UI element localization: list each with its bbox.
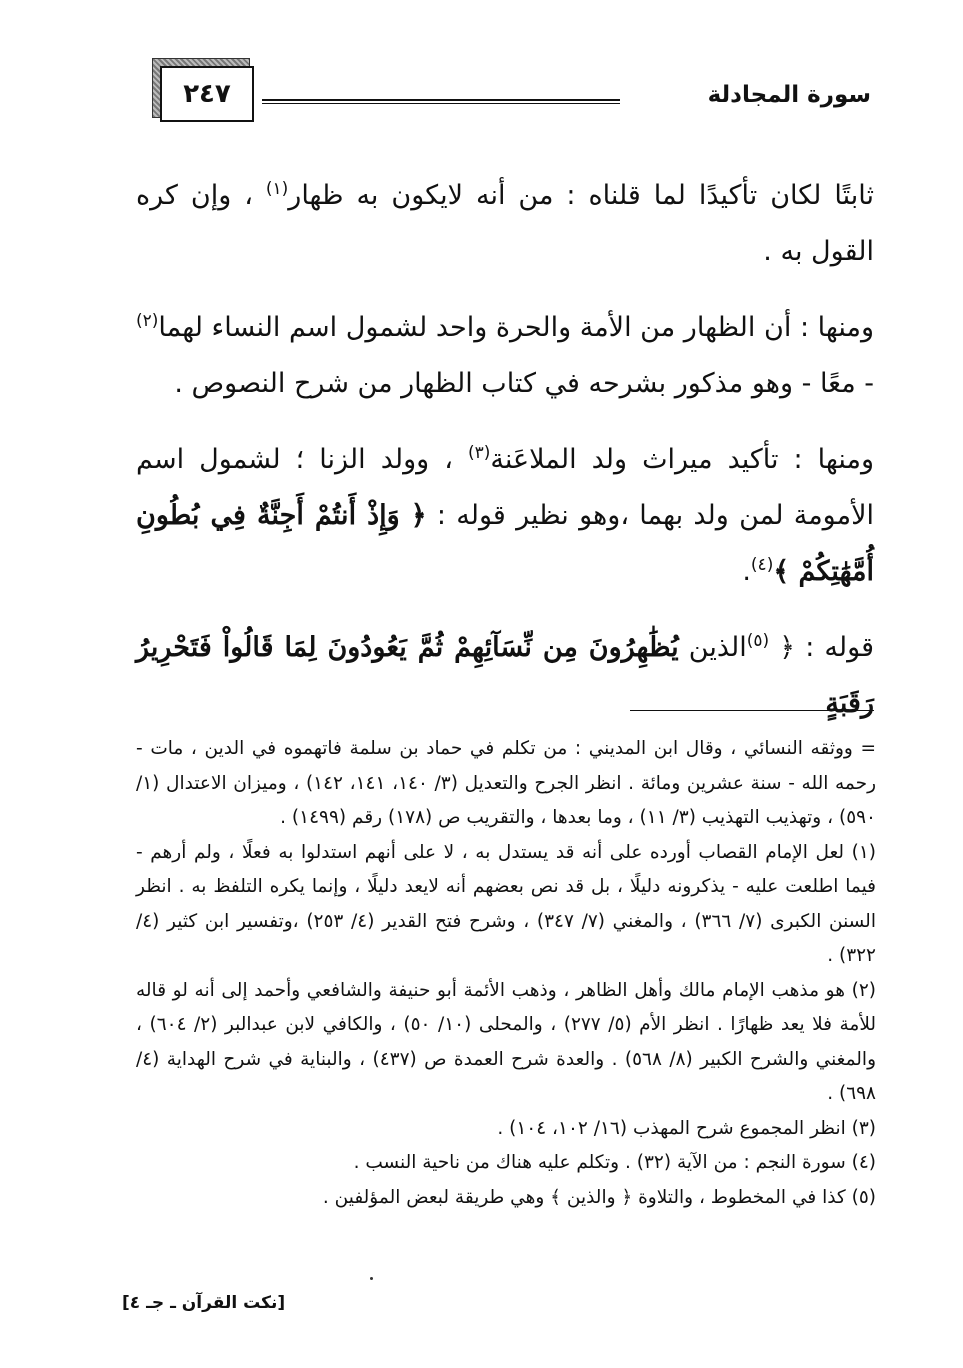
footnote-ref-1: (١): [265, 179, 289, 199]
paragraph-4-text-b: الذين: [678, 632, 747, 663]
quran-quote-2: يُظَٰهِرُونَ مِن نِّسَآئِهِمْ ثُمَّ يَعُودُونَ لِمَا قَالُواْ فَتَحْرِيرُ رَقَبَةٍ: [136, 632, 874, 719]
paragraph-3-text-b: ، وولد الزنا ؛ لشمول اسم الأمومة لمن ولد بهما ،وهو نظير قوله :: [136, 444, 874, 531]
surah-title: سورة المجادلة: [707, 82, 871, 108]
book-footer: [نكت القرآن ـ جـ ٤]: [122, 1293, 286, 1313]
footnote-ref-4: (٤): [750, 555, 774, 575]
main-text: [136, 168, 874, 752]
footnote-2: (٢) هو مذهب الإمام مالك وأهل الظاهر ، وذهب الأئمة أبو حنيفة والشافعي وأحمد إلى أنه لو قاله للأمة فلا يعد ظهارًا . انظر الأم (٥/ ٢٧٧) ، والمحلى (١٠/ ٥٠) ، والكافي لابن عبدالبر (٢/ ٦٠٤) ، والمغني والشرح الكبير (٨/ ٥٦٨) . والعدة شرح العمدة ص (٤٣٧) ، والبناية في شرح الهداية (٤/ ٦٩٨) .: [136, 979, 877, 1104]
paragraph-1-text-a: ثابتًا لكان تأكيدًا لما قلناه : من أنه لايكون به ظهار: [288, 180, 874, 211]
footnote-continued: = ووثقه النسائي ، وقال ابن المديني : من تكلم في حماد بن سلمة فاتهموه في الدين ، مات - رحمه الله - سنة عشرين ومائة . انظر الجرح والتعديل (٣/ ١٤٠، ١٤١، ١٤٢) ، وميزان الاعتدال (١/ ٥٩٠) ، وتهذيب التهذيب (٣/ ١١) ، وما بعدها ، والتقريب ص (١٧٨) رقم (١٤٩٩) .: [136, 738, 876, 828]
paragraph-3-text-c: .: [742, 556, 751, 587]
paragraph-1-text-b: ، وإن كره القول به .: [136, 180, 874, 267]
page-number-box: [152, 58, 256, 124]
center-dot: [370, 1277, 373, 1280]
paragraph-4-text-a: قوله : ﴿: [769, 632, 874, 663]
paragraph-3: [136, 432, 874, 600]
footnote-ref-5: (٥): [746, 631, 770, 651]
footnote-1: (١) لعل الإمام القصاب أورده على أنه قد يستدل به ، لا على أنهم استدلوا به فعلًا ، ولم أرهم - فيما اطلعت عليه - يذكرونه دليلًا ، بل قد نص بعضهم أنه لايعد دليلًا ، وإنما يكره التلفظ به . انظر السنن الكبرى (٧/ ٣٦٦) ، والمغني (٧/ ٣٤٧) ، وشرح فتح القدير (٤/ ٢٥٣) ،وتفسير ابن كثير (٤/ ٣٢٢) .: [136, 841, 876, 966]
footnote-ref-2: (٢): [136, 311, 159, 331]
header-rule: [262, 99, 620, 104]
paragraph-1: [136, 168, 874, 280]
footnote-4: (٤) سورة النجم : من الآية (٣٢) . وتكلم عليه هناك من ناحية النسب .: [353, 1152, 876, 1173]
footnote-5: (٥) كذا في المخطوط ، والتلاوة ﴿ والذين ﴾ وهي طريقة لبعض المؤلفين .: [322, 1186, 876, 1208]
paragraph-2-text-b: - معًا - وهو مذكور بشرحه في كتاب الظهار من شرح النصوص .: [174, 368, 874, 399]
footnote-separator: [630, 710, 874, 711]
paragraph-3-text-a: ومنها : تأكيد ميراث ولد الملاعَنة: [490, 444, 874, 475]
footnote-3: (٣) انظر المجموع شرح المهذب (١٦/ ١٠٢، ١٠٤) .: [497, 1117, 876, 1139]
page-number: ٢٤٧: [160, 66, 254, 122]
paragraph-2-text-a: ومنها : أن الظهار من الأمة والحرة واحد لشمول اسم النساء لهما: [158, 312, 874, 343]
footnote-ref-3: (٣): [467, 443, 491, 463]
paragraph-2: [136, 300, 874, 412]
footnotes: [136, 732, 876, 1215]
paragraph-4: [136, 620, 874, 732]
quran-quote-1: ﴿ وَإِذْ أَنتُمْ أَجِنَّةٌ فِي بُطُونِ أُمَّهَٰتِكُمْ ﴾: [136, 500, 874, 587]
